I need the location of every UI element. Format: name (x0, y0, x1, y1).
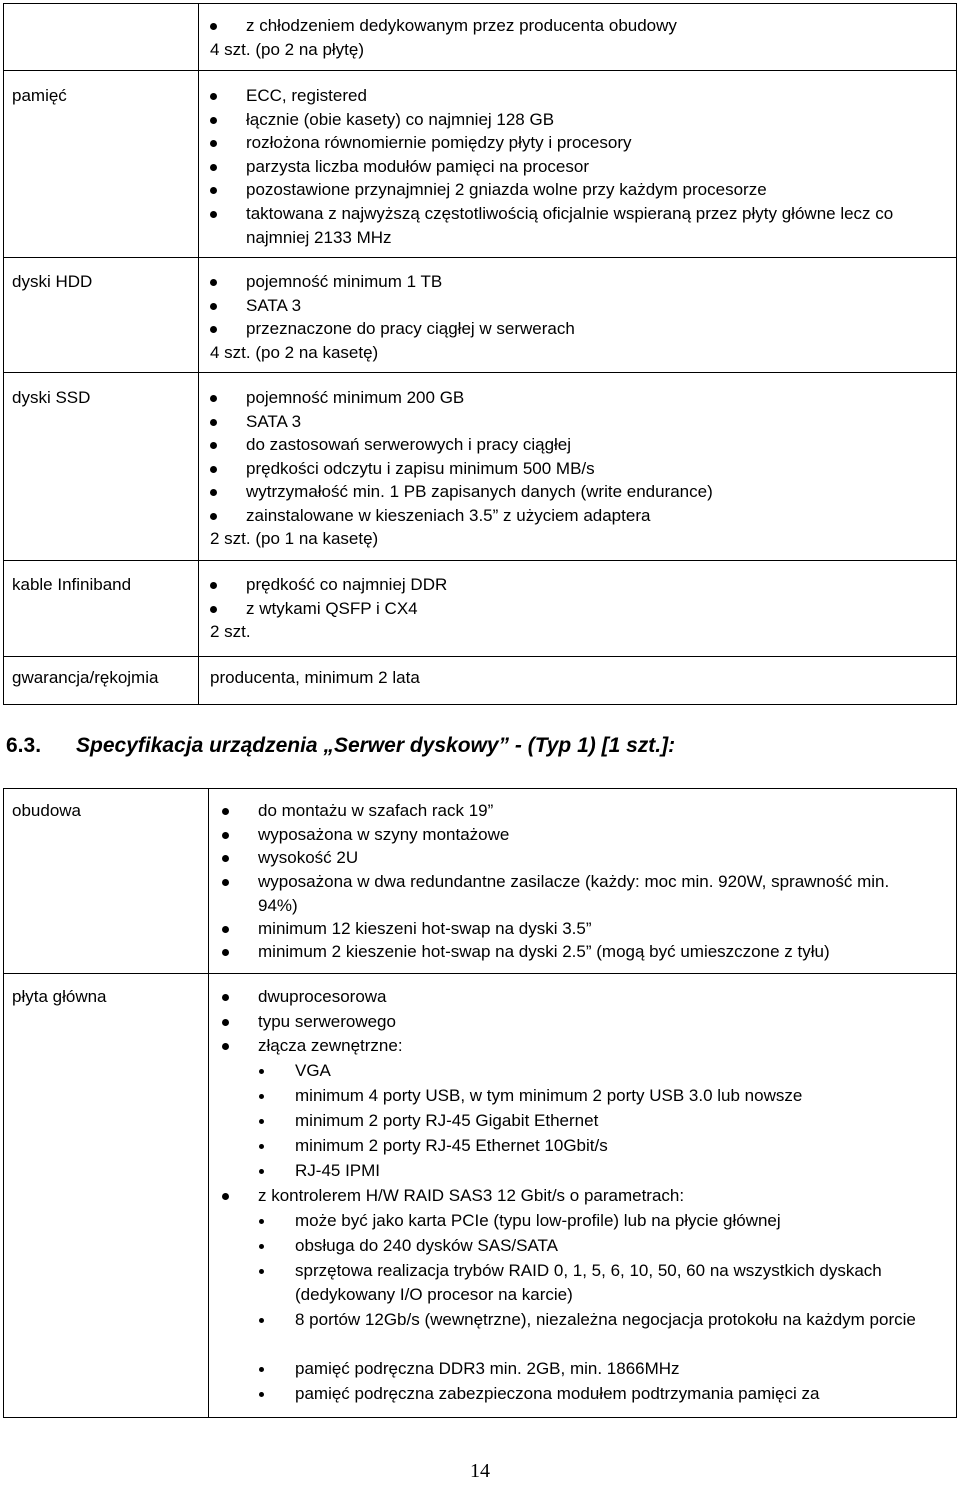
list-item: taktowana z najwyższą częstotliwością oficjalnie wspieraną przez płyty główne lecz co najmniej 2133 MHz (246, 203, 894, 247)
bullet (210, 140, 217, 147)
list-item: wysokość 2U (258, 848, 359, 867)
bullet (210, 442, 217, 449)
sub-list-item: sprzętowa realizacja trybów RAID 0, 1, 5, 6, 10, 50, 60 na wszystkich dyskach (dedykowany I/O procesor na karcie) (295, 1260, 882, 1304)
sub-bullet (259, 1367, 264, 1372)
sub-bullet (259, 1169, 264, 1174)
bullet (222, 1043, 229, 1050)
sub-bullet (259, 1318, 264, 1323)
list-item: wytrzymałość min. 1 PB zapisanych danych (write endurance) (246, 482, 713, 501)
quantity-text: 2 szt. (po 1 na kasetę) (210, 529, 379, 548)
bullet (222, 808, 229, 815)
bullet (222, 855, 229, 862)
bullet (210, 164, 217, 171)
section-number: 6.3. (6, 734, 42, 757)
bullet (210, 187, 217, 194)
list-item: do zastosowań serwerowych i pracy ciągłej (246, 435, 572, 454)
list-item: ECC, registered (246, 86, 367, 105)
warranty-value: producenta, minimum 2 lata (210, 668, 420, 687)
list-item: typu serwerowego (258, 1011, 396, 1031)
list-item: z kontrolerem H/W RAID SAS3 12 Gbit/s o parametrach: (258, 1185, 685, 1205)
bullet (210, 419, 217, 426)
sub-bullet (259, 1219, 264, 1224)
list-item: pojemność minimum 1 TB (246, 272, 443, 291)
list-item: wyposażona w dwa redundantne zasilacze (każdy: moc min. 920W, sprawność min. 94%) (258, 871, 890, 915)
sub-bullet (259, 1119, 264, 1124)
list-item: dwuprocesorowa (258, 987, 387, 1006)
bullet (222, 1019, 229, 1026)
row-label: dyski HDD (12, 272, 93, 291)
sub-list-item: obsługa do 240 dysków SAS/SATA (295, 1235, 559, 1255)
column-divider (198, 3, 199, 705)
bullet (210, 326, 217, 333)
bullet (222, 1193, 229, 1200)
bullet (210, 489, 217, 496)
row-label: gwarancja/rękojmia (12, 668, 159, 687)
column-divider (208, 788, 209, 1418)
bullet (210, 279, 217, 286)
list-item: z wtykami QSFP i CX4 (246, 598, 418, 618)
quantity-text: 4 szt. (po 2 na płytę) (210, 39, 365, 59)
row-divider (3, 257, 957, 258)
row-label: obudowa (12, 801, 82, 820)
row-label: płyta główna (12, 987, 107, 1006)
bullet (210, 117, 217, 124)
bullet (222, 949, 229, 956)
row-divider (3, 70, 957, 71)
list-item: prędkość co najmniej DDR (246, 575, 448, 594)
row-label: pamięć (12, 86, 67, 105)
list-item: wyposażona w szyny montażowe (258, 824, 510, 844)
list-item: SATA 3 (246, 295, 302, 315)
list-item: zainstalowane w kieszeniach 3.5” z użyciem adaptera (246, 505, 651, 525)
sub-bullet (259, 1392, 264, 1397)
section-heading (6, 732, 675, 760)
row-label: kable Infiniband (12, 575, 132, 594)
bullet (210, 513, 217, 520)
list-item: do montażu w szafach rack 19” (258, 801, 494, 820)
list-item: przeznaczone do pracy ciągłej w serwerach (246, 319, 575, 338)
sub-list-item: może być jako karta PCIe (typu low-profile) lub na płycie głównej (295, 1210, 781, 1230)
list-item: z chłodzeniem dedykowanym przez producenta obudowy (246, 16, 677, 35)
sub-bullet (259, 1094, 264, 1099)
bullet (210, 582, 217, 589)
bullet (222, 926, 229, 933)
bullet (210, 395, 217, 402)
sub-list-item: pamięć podręczna DDR3 min. 2GB, min. 1866MHz (295, 1358, 680, 1378)
sub-bullet (259, 1144, 264, 1149)
section-title: Specyfikacja urządzenia „Serwer dyskowy” - (Typ 1) [1 szt.]: (76, 734, 676, 757)
row-label: dyski SSD (12, 388, 91, 407)
sub-list-item: VGA (295, 1060, 331, 1080)
list-item: parzysta liczba modułów pamięci na procesor (246, 156, 589, 176)
list-item: SATA 3 (246, 411, 302, 431)
list-item: złącza zewnętrzne: (258, 1036, 403, 1055)
bullet (210, 606, 217, 613)
bullet (210, 303, 217, 310)
sub-list-item: pamięć podręczna zabezpieczona modułem podtrzymania pamięci za (295, 1383, 820, 1403)
list-item: pozostawione przynajmniej 2 gniazda wolne przy każdym procesorze (246, 180, 767, 199)
bullet (222, 879, 229, 886)
bullet (222, 832, 229, 839)
sub-list-item: minimum 4 porty USB, w tym minimum 2 porty USB 3.0 lub nowsze (295, 1085, 803, 1105)
bullet (210, 93, 217, 100)
bullet (210, 211, 217, 218)
quantity-text: 2 szt. (210, 622, 251, 641)
row-divider (3, 560, 957, 561)
list-item: łącznie (obie kasety) co najmniej 128 GB (246, 109, 555, 129)
list-item: minimum 2 kieszenie hot-swap na dyski 2.5” (mogą być umieszczone z tyłu) (258, 942, 830, 961)
row-divider (3, 973, 957, 974)
list-item: prędkości odczytu i zapisu minimum 500 MB/s (246, 458, 595, 478)
sub-list-item: minimum 2 porty RJ-45 Gigabit Ethernet (295, 1110, 599, 1130)
sub-bullet (259, 1269, 264, 1274)
bullet (210, 466, 217, 473)
sub-bullet (259, 1069, 264, 1074)
sub-bullet (259, 1244, 264, 1249)
bullet (210, 23, 217, 30)
quantity-text: 4 szt. (po 2 na kasetę) (210, 342, 379, 362)
sub-list-item: 8 portów 12Gb/s (wewnętrzne), niezależna negocjacja protokołu na każdym porcie (295, 1309, 916, 1329)
row-divider (3, 656, 957, 657)
row-divider (3, 372, 957, 373)
list-item: rozłożona równomiernie pomiędzy płyty i procesory (246, 133, 632, 152)
page-number: 14 (470, 1460, 490, 1482)
bullet (222, 994, 229, 1001)
sub-list-item: RJ-45 IPMI (295, 1160, 381, 1180)
sub-list-item: minimum 2 porty RJ-45 Ethernet 10Gbit/s (295, 1135, 608, 1155)
list-item: pojemność minimum 200 GB (246, 388, 465, 407)
list-item: minimum 12 kieszeni hot-swap na dyski 3.5” (258, 918, 592, 938)
